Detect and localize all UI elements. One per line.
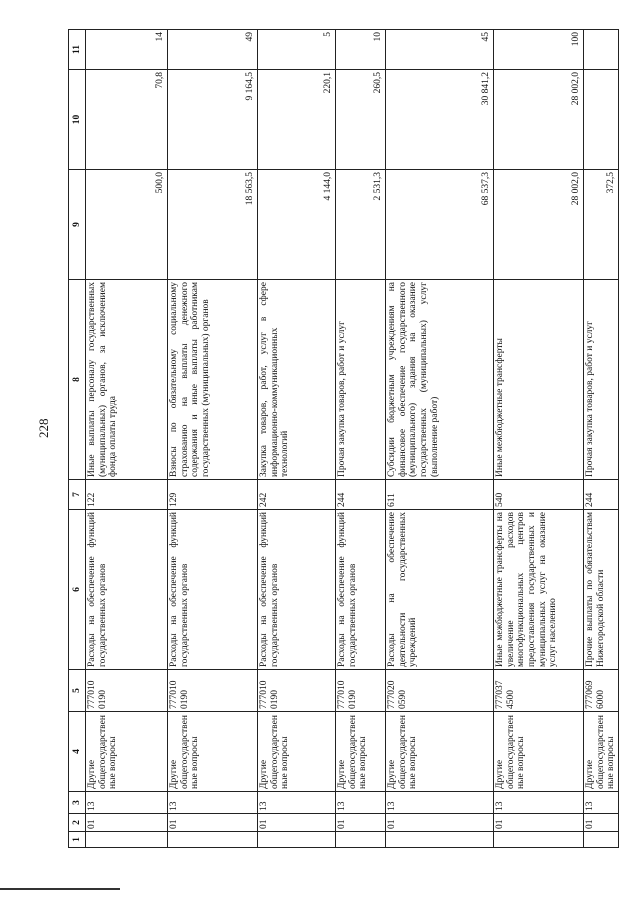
cell-executed: 28 002,0	[494, 70, 584, 170]
cell-expense-name: Иные межбюджетные трансферты	[494, 280, 584, 480]
cell-col1	[386, 832, 494, 848]
cell-expense-name: Иные выплаты персоналу государственных (муниципальных) органов, за исключением фонда оплаты труда	[86, 280, 168, 480]
cell-expense-code: 129	[168, 480, 258, 510]
table-row	[336, 30, 386, 848]
cell-section: 01	[494, 814, 584, 832]
cell-section: 01	[336, 814, 386, 832]
cell-executed: 30 841,2	[386, 70, 494, 170]
cell-expense-name: Закупка товаров, работ, услуг в сфере информационно-коммуникационных технологий	[258, 280, 336, 480]
cell-expense-code: 244	[584, 480, 619, 510]
cell-subsection: 13	[168, 792, 258, 814]
cell-section-name: Другие общегосударственные вопросы	[386, 712, 494, 792]
cell-target-name: Иные межбюджетные трансферты на увеличение расходов многофункциональных центров предоставления государственных и муниципальных услуг на оказание услуг населению	[494, 510, 584, 670]
header-cell: 5	[69, 670, 86, 712]
budget-table-sheet	[68, 30, 617, 848]
header-cell: 9	[69, 170, 86, 280]
cell-target-name: Расходы на обеспечение деятельности государственных учреждений	[386, 510, 494, 670]
table-row	[168, 30, 258, 848]
cell-percent: 10	[336, 30, 386, 70]
cell-expense-code: 540	[494, 480, 584, 510]
header-cell: 2	[69, 814, 86, 832]
header-cell: 10	[69, 70, 86, 170]
cell-executed: 260,5	[336, 70, 386, 170]
table-row	[86, 30, 168, 848]
cell-percent: 5	[258, 30, 336, 70]
page-number: 228	[36, 418, 51, 438]
cell-target-code: 777020 0590	[386, 670, 494, 712]
cell-subsection: 13	[494, 792, 584, 814]
header-cell: 8	[69, 280, 86, 480]
cell-subsection: 13	[336, 792, 386, 814]
cell-target-name: Расходы на обеспечение функций государственных органов	[86, 510, 168, 670]
cell-target-code: 777010 0190	[168, 670, 258, 712]
cell-section-name: Другие общегосударственные вопросы	[86, 712, 168, 792]
cell-expense-name: Субсидии бюджетным учреждениям на финансовое обеспечение государственного (муниципального) задания на оказание государственных (муниципальных) услуг (выполнение работ)	[386, 280, 494, 480]
cell-subsection: 13	[386, 792, 494, 814]
cell-col1	[584, 832, 619, 848]
scan-edge-line	[0, 888, 120, 890]
budget-table	[68, 29, 619, 848]
cell-col1	[258, 832, 336, 848]
rotated-table-wrapper	[68, 30, 617, 848]
cell-section: 01	[584, 814, 619, 832]
header-cell: 3	[69, 792, 86, 814]
cell-section: 01	[86, 814, 168, 832]
cell-expense-name: Прочая закупка товаров, работ и услуг	[584, 280, 619, 480]
header-cell: 7	[69, 480, 86, 510]
cell-executed: 9 164,5	[168, 70, 258, 170]
cell-section: 01	[386, 814, 494, 832]
cell-percent	[584, 30, 619, 70]
cell-expense-code: 242	[258, 480, 336, 510]
table-row	[584, 30, 619, 848]
header-cell: 11	[69, 30, 86, 70]
cell-target-name: Прочие выплаты по обязательствам Нижегородской области	[584, 510, 619, 670]
cell-target-name: Расходы на обеспечение функций государственных органов	[168, 510, 258, 670]
cell-executed	[584, 70, 619, 170]
cell-col1	[86, 832, 168, 848]
cell-target-code: 777037 4500	[494, 670, 584, 712]
table-row	[494, 30, 584, 848]
cell-target-name: Расходы на обеспечение функций государственных органов	[258, 510, 336, 670]
cell-subsection: 13	[86, 792, 168, 814]
cell-section-name: Другие общегосударственные вопросы	[168, 712, 258, 792]
cell-section: 01	[258, 814, 336, 832]
cell-col1	[494, 832, 584, 848]
cell-expense-code: 611	[386, 480, 494, 510]
cell-expense-name: Прочая закупка товаров, работ и услуг	[336, 280, 386, 480]
cell-section-name: Другие общегосударственные вопросы	[584, 712, 619, 792]
cell-target-code: 777010 0190	[336, 670, 386, 712]
cell-executed: 220,1	[258, 70, 336, 170]
cell-planned: 500,0	[86, 170, 168, 280]
cell-expense-code: 244	[336, 480, 386, 510]
cell-target-code: 777069 6000	[584, 670, 619, 712]
cell-col1	[336, 832, 386, 848]
cell-section-name: Другие общегосударственные вопросы	[494, 712, 584, 792]
cell-subsection: 13	[258, 792, 336, 814]
cell-planned: 372,5	[584, 170, 619, 280]
cell-percent: 45	[386, 30, 494, 70]
cell-percent: 100	[494, 30, 584, 70]
cell-subsection: 13	[584, 792, 619, 814]
cell-target-code: 777010 0190	[86, 670, 168, 712]
cell-target-name: Расходы на обеспечение функций государственных органов	[336, 510, 386, 670]
cell-section-name: Другие общегосударственные вопросы	[336, 712, 386, 792]
cell-percent: 14	[86, 30, 168, 70]
cell-percent: 49	[168, 30, 258, 70]
header-cell: 6	[69, 510, 86, 670]
header-row	[69, 30, 86, 848]
cell-target-code: 777010 0190	[258, 670, 336, 712]
cell-planned: 2 531,3	[336, 170, 386, 280]
cell-expense-code: 122	[86, 480, 168, 510]
header-cell: 1	[69, 832, 86, 848]
header-cell: 4	[69, 712, 86, 792]
cell-planned: 4 144,0	[258, 170, 336, 280]
cell-section-name: Другие общегосударственные вопросы	[258, 712, 336, 792]
cell-planned: 68 537,3	[386, 170, 494, 280]
cell-planned: 18 563,5	[168, 170, 258, 280]
table-row	[386, 30, 494, 848]
cell-section: 01	[168, 814, 258, 832]
cell-executed: 70,8	[86, 70, 168, 170]
cell-col1	[168, 832, 258, 848]
cell-planned: 28 002,0	[494, 170, 584, 280]
table-row	[258, 30, 336, 848]
cell-expense-name: Взносы по обязательному социальному страхованию на выплаты денежного содержания и иные выплаты работникам государственных (муниципальных) органов	[168, 280, 258, 480]
